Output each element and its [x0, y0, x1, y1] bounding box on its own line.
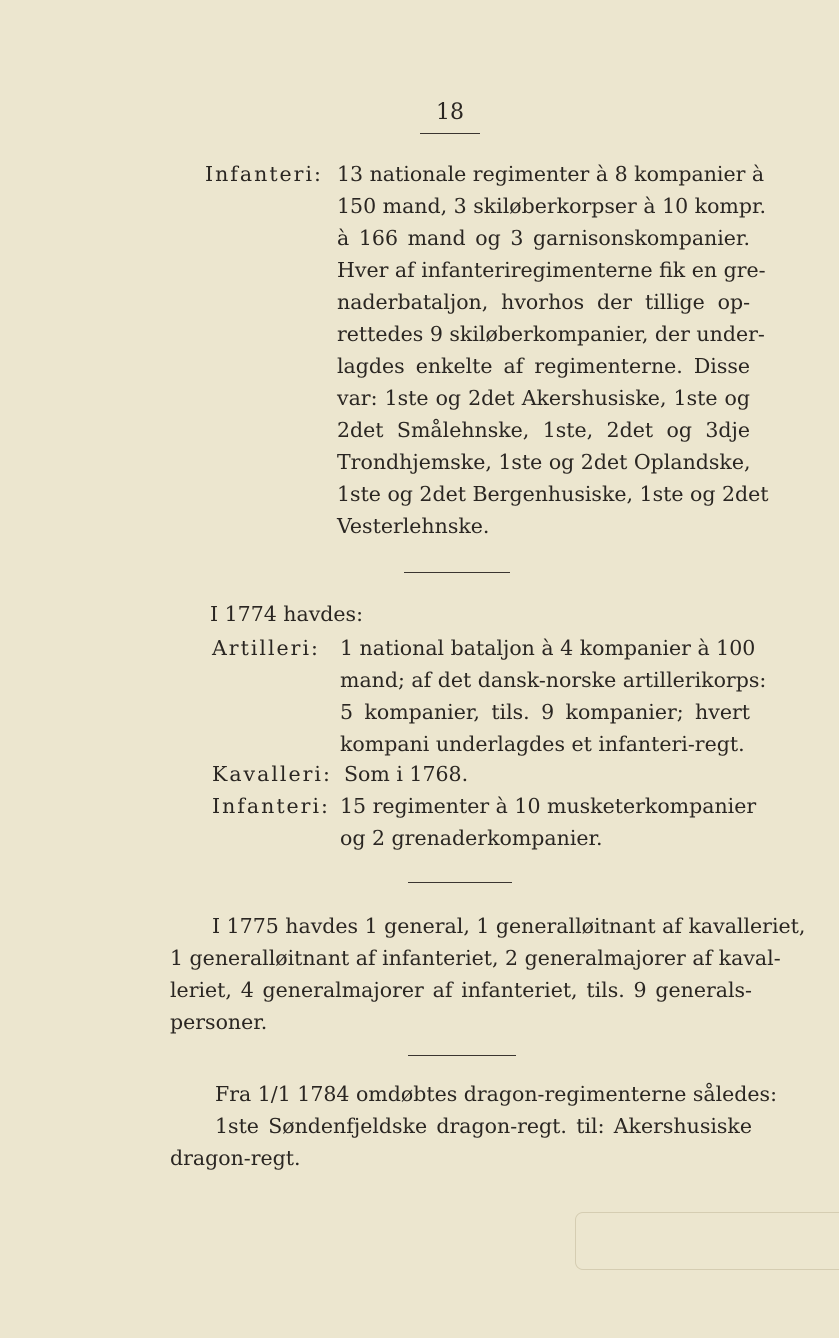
- text-line: 13 nationale regimenter à 8 kompanier à: [337, 162, 765, 186]
- text-line: 1ste Søndenfjeldske dragon-regt. til: Akershusiske: [215, 1114, 752, 1138]
- section-divider: [408, 1055, 516, 1056]
- artilleri-label: Artilleri:: [212, 636, 320, 660]
- section-divider: [404, 572, 510, 573]
- text-line: Trondhjemske, 1ste og 2det Oplandske,: [337, 450, 751, 474]
- text-line: naderbataljon, hvorhos der tillige op-: [337, 290, 750, 314]
- paragraph-1775: [170, 910, 806, 1038]
- text-line: 15 regimenter à 10 musketerkompanier: [340, 794, 757, 818]
- text-line: dragon-regt.: [170, 1146, 301, 1170]
- text-line: lagdes enkelte af regimenterne. Disse: [337, 354, 750, 378]
- text-line: Fra 1/1 1784 omdøbtes dragon-regimenterne således:: [215, 1082, 777, 1106]
- infanteri-label-1768: Infanteri:: [205, 162, 323, 186]
- paragraph-1784: [170, 1078, 777, 1174]
- text-line: 1ste og 2det Bergenhusiske, 1ste og 2det: [337, 482, 769, 506]
- text-line: rettedes 9 skiløberkompanier, der under-: [337, 322, 765, 346]
- text-line: kompani underlagdes et infanteri-regt.: [340, 732, 745, 756]
- text-line: Vesterlehnske.: [337, 514, 490, 538]
- kavalleri-text: Som i 1768.: [344, 762, 469, 786]
- text-line: 150 mand, 3 skiløberkorpser à 10 kompr.: [337, 194, 767, 218]
- text-line: personer.: [170, 1010, 268, 1034]
- section-divider: [408, 882, 512, 883]
- text-line: 5 kompanier, tils. 9 kompanier; hvert: [340, 700, 750, 724]
- text-line: 1 national bataljon à 4 kompanier à 100: [340, 636, 756, 660]
- page-number: 18: [436, 100, 464, 125]
- text-line: var: 1ste og 2det Akershusiske, 1ste og: [337, 386, 750, 410]
- text-line: mand; af det dansk-norske artillerikorps:: [340, 668, 767, 692]
- text-line: I 1775 havdes 1 general, 1 generalløitnant af kavalleriet,: [212, 914, 806, 938]
- infanteri-text-1774: [340, 790, 757, 854]
- text-line: 2det Smålehnske, 1ste, 2det og 3dje: [337, 418, 750, 442]
- text-line: à 166 mand og 3 garnisonskompanier.: [337, 226, 750, 250]
- kavalleri-label: Kavalleri:: [212, 762, 332, 786]
- text-line: og 2 grenaderkompanier.: [340, 826, 603, 850]
- heading-1774: I 1774 havdes:: [210, 602, 363, 626]
- infanteri-label-1774: Infanteri:: [212, 794, 330, 818]
- text-line: 1 generalløitnant af infanteriet, 2 generalmajorer af kaval-: [170, 946, 781, 970]
- header-rule: [420, 133, 480, 134]
- text-line: leriet, 4 generalmajorer af infanteriet, tils. 9 generals-: [170, 978, 752, 1002]
- text-line: Hver af infanteriregimenterne fik en gre-: [337, 258, 766, 282]
- infanteri-text-1768: [337, 158, 769, 542]
- artilleri-text: [340, 632, 767, 760]
- page-corner-mark: [575, 1212, 839, 1270]
